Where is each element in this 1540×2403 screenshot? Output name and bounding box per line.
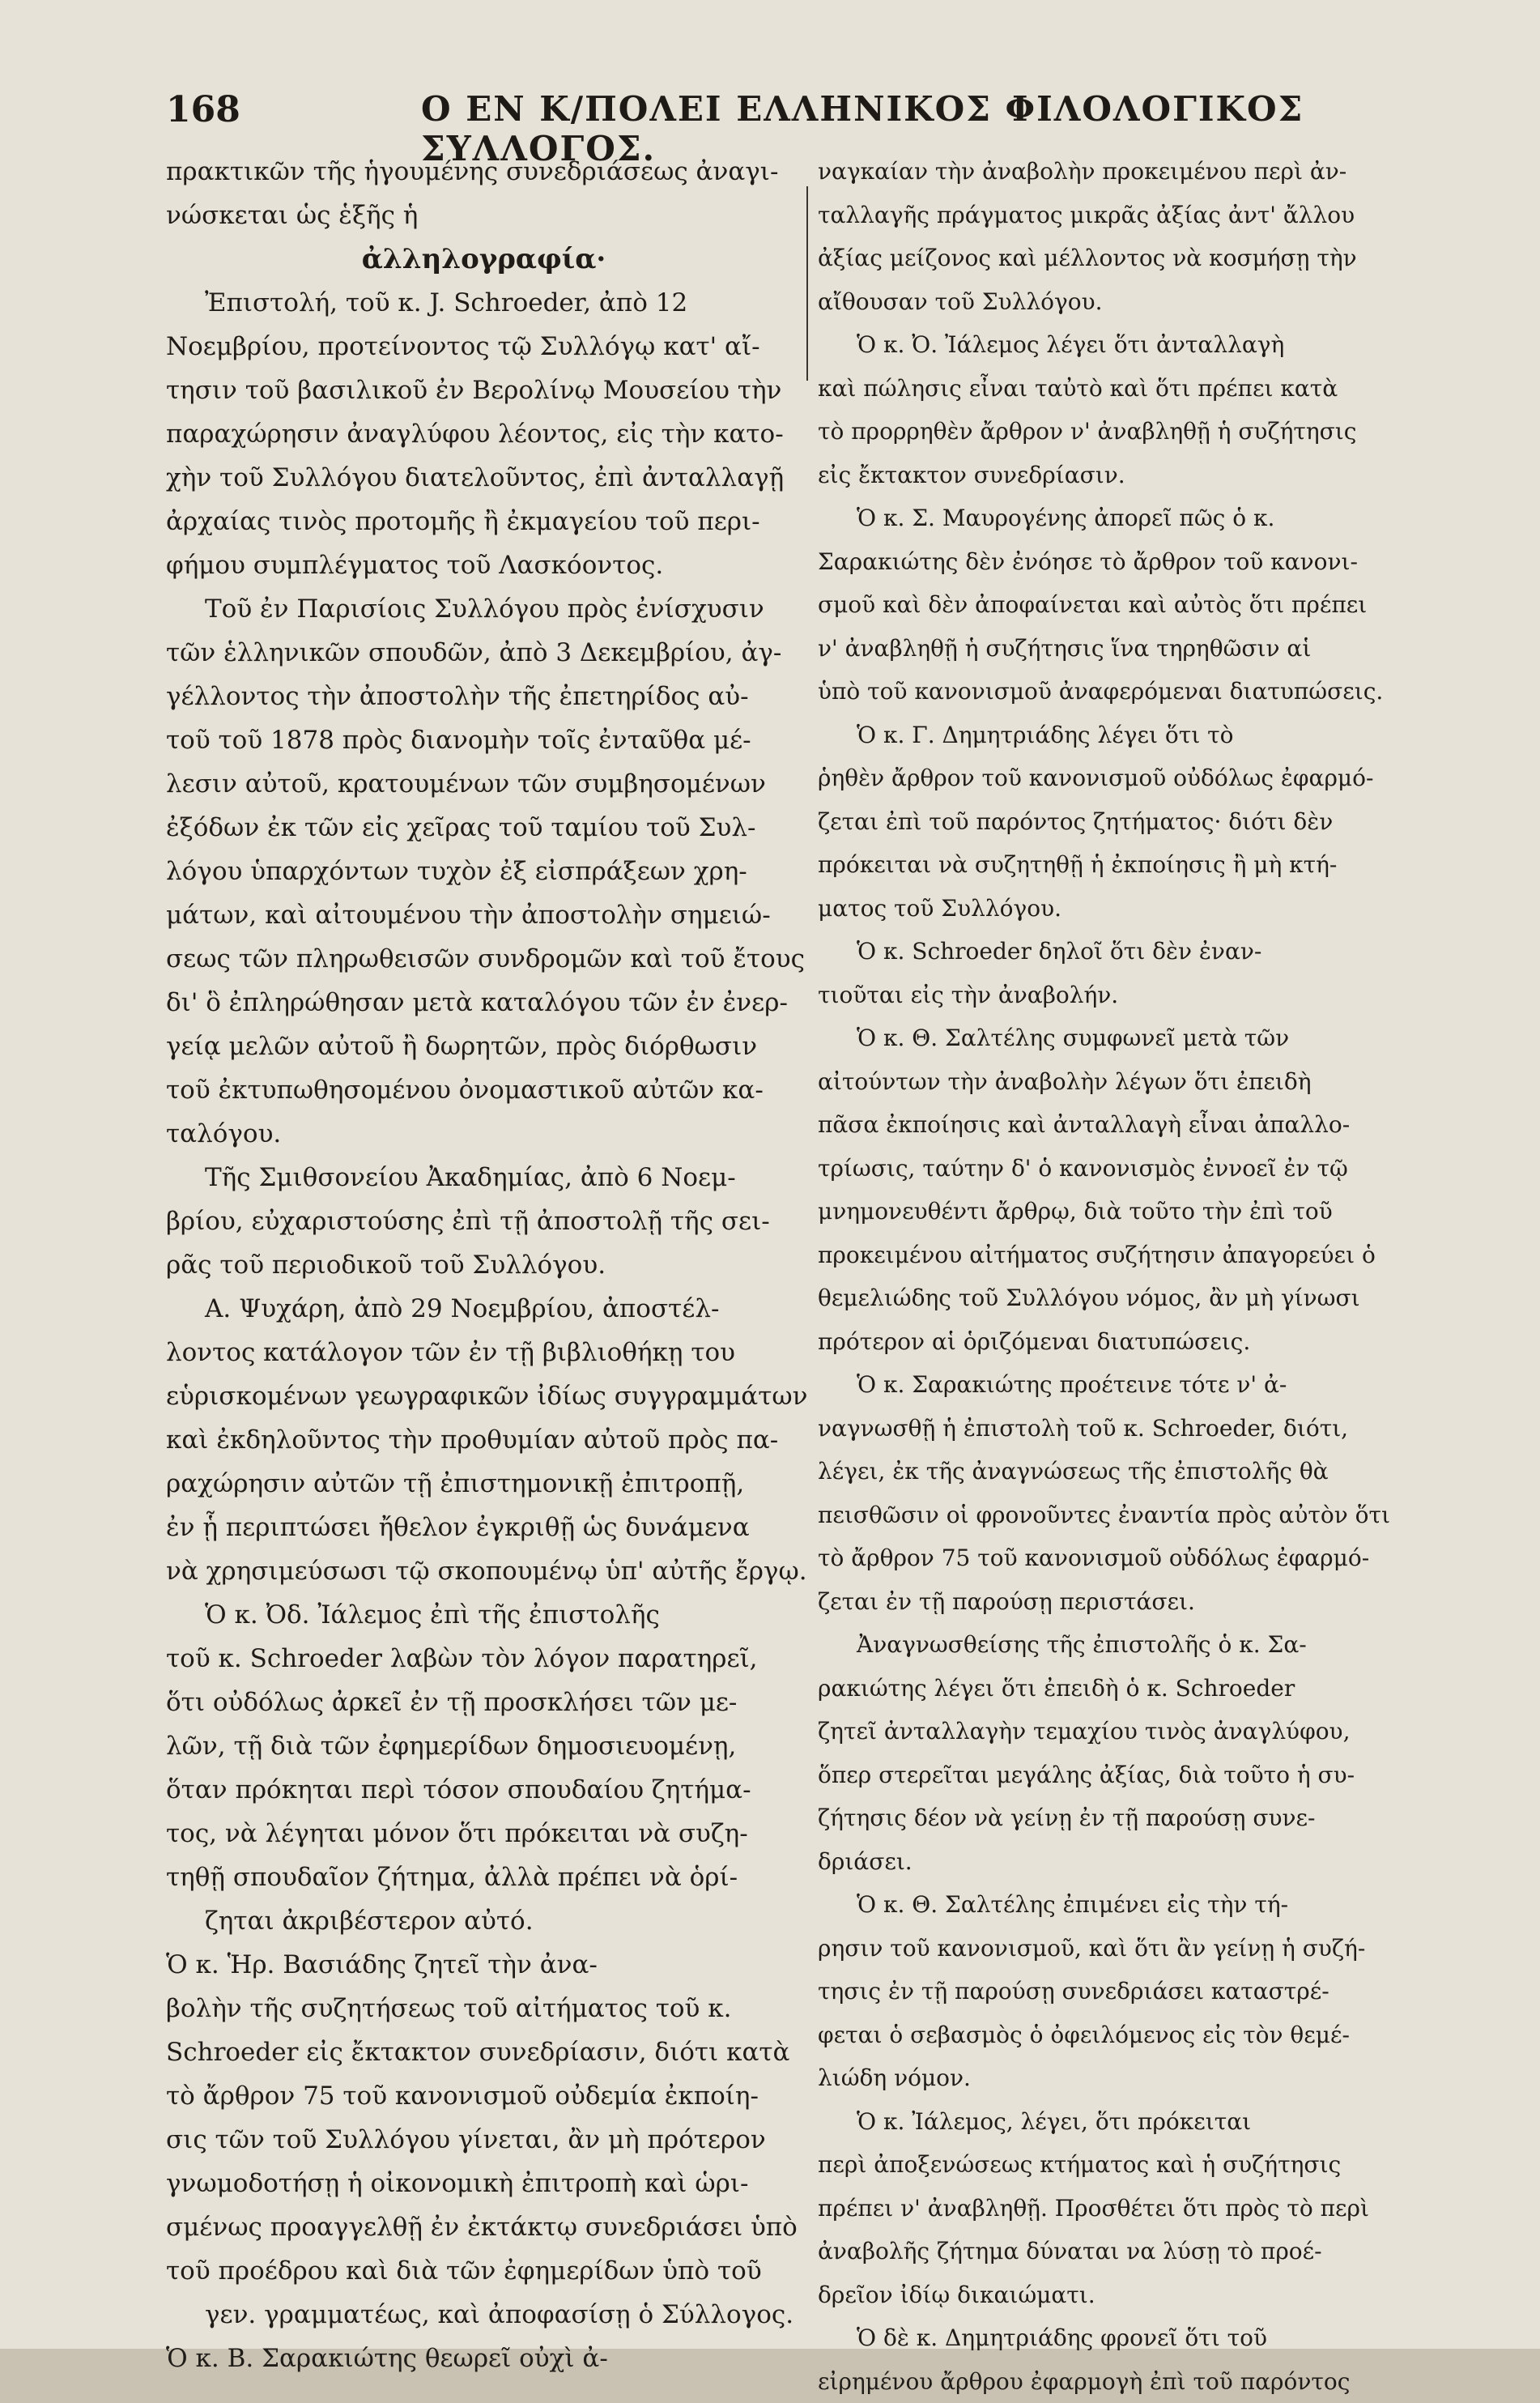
text-line: Ὁ κ. Ὀ. Ἰάλεμος λέγει ὅτι ἀνταλλαγὴ [818, 323, 1502, 367]
right-column [818, 150, 1502, 2403]
text-line: τῶν ἑλληνικῶν σπουδῶν, ἀπὸ 3 Δεκεμβρίου, ἀγ- [166, 631, 802, 675]
text-line: Ὁ κ. Ἰάλεμος, λέγει, ὅτι πρόκειται [818, 2100, 1502, 2144]
text-line: αἰτούντων τὴν ἀναβολὴν λέγων ὅτι ἐπειδὴ [818, 1060, 1502, 1104]
text-line: γνωμοδοτήσῃ ἡ οἰκονομικὴ ἐπιτροπὴ καὶ ὡρι- [166, 2162, 802, 2205]
text-line: ραχώρησιν αὐτῶν τῇ ἐπιστημονικῇ ἐπιτροπῇ, [166, 1462, 802, 1506]
text-line: ὑπὸ τοῦ κανονισμοῦ ἀναφερόμεναι διατυπώσεις. [818, 670, 1502, 714]
text-line: ἐν ᾗ περιπτώσει ἤθελον ἐγκριθῇ ὡς δυνάμενα [166, 1506, 802, 1549]
text-line: Ὁ κ. Β. Σαρακιώτης θεωρεῖ οὐχὶ ἀ- [166, 2337, 802, 2380]
text-line: Ὁ δὲ κ. Δημητριάδης φρονεῖ ὅτι τοῦ [818, 2316, 1502, 2360]
text-line: τὸ ἄρθρον 75 τοῦ κανονισμοῦ οὐδεμία ἐκποίη- [166, 2074, 802, 2118]
text-line: πεισθῶσιν οἱ φρονοῦντες ἐναντία πρὸς αὐτὸν ὅτι [818, 1493, 1502, 1537]
text-line: εἰρημένου ἄρθρου ἐφαρμογὴ ἐπὶ τοῦ παρόντος [818, 2360, 1502, 2403]
text-line: Ὁ κ. Θ. Σαλτέλης συμφωνεῖ μετὰ τῶν [818, 1016, 1502, 1060]
page-number: 168 [166, 89, 240, 130]
text-line: ἀναβολῆς ζήτημα δύναται να λύσῃ τὸ προέ- [818, 2230, 1502, 2273]
text-line: νώσκεται ὡς ἑξῆς ἡ [166, 194, 802, 237]
text-line: πᾶσα ἐκποίησις καὶ ἀνταλλαγὴ εἶναι ἀπαλλο- [818, 1103, 1502, 1147]
text-line: Σαρακιώτης δὲν ἐνόησε τὸ ἄρθρον τοῦ κανονι- [818, 540, 1502, 584]
text-line: Schroeder εἰς ἔκτακτον συνεδρίασιν, διότι κατὰ [166, 2030, 802, 2074]
column-divider [806, 186, 808, 381]
text-line: λιώδη νόμον. [818, 2056, 1502, 2100]
text-line: γέλλοντος τὴν ἀποστολὴν τῆς ἐπετηρίδος αὐ- [166, 675, 802, 718]
text-line: Τῆς Σμιθσονείου Ἀκαδημίας, ἀπὸ 6 Νοεμ- [166, 1156, 802, 1199]
text-line: λόγου ὑπαρχόντων τυχὸν ἐξ εἰσπράξεων χρη- [166, 850, 802, 893]
text-line: τιοῦται εἰς τὴν ἀναβολήν. [818, 974, 1502, 1017]
text-line: βολὴν τῆς συζητήσεως τοῦ αἰτήματος τοῦ κ. [166, 1987, 802, 2030]
text-line: εἰς ἔκτακτον συνεδρίασιν. [818, 454, 1502, 497]
text-line: ζεται ἐπὶ τοῦ παρόντος ζητήματος· διότι δὲν [818, 800, 1502, 844]
text-line: ζήτησις δέον νὰ γείνῃ ἐν τῇ παρούσῃ συνε- [818, 1796, 1502, 1840]
text-line: φήμου συμπλέγματος τοῦ Λασκόοντος. [166, 543, 802, 587]
text-line: τὸ προρρηθὲν ἄρθρον ν' ἀναβληθῇ ἡ συζήτησις [818, 410, 1502, 454]
text-line: Ὁ κ. Σαρακιώτης προέτεινε τότε ν' ἀ- [818, 1363, 1502, 1407]
running-head: Ο ΕΝ Κ/ΠΟΛΕΙ ΕΛΛΗΝΙΚΟΣ ΦΙΛΟΛΟΓΙΚΟΣ ΣΥΛΛΟΓΟΣ. [421, 89, 1540, 168]
text-line: λῶν, τῇ διὰ τῶν ἐφημερίδων δημοσιευομένῃ, [166, 1724, 802, 1768]
text-line: ναγκαίαν τὴν ἀναβολὴν προκειμένου περὶ ἀν- [818, 150, 1502, 194]
text-line: δι' ὃ ἐπληρώθησαν μετὰ καταλόγου τῶν ἐν ἐνερ- [166, 981, 802, 1025]
text-line: τοῦ τοῦ 1878 πρὸς διανομὴν τοῖς ἐνταῦθα μέ- [166, 718, 802, 762]
text-line: Ὁ κ. Θ. Σαλτέλης ἐπιμένει εἰς τὴν τή- [818, 1883, 1502, 1927]
text-line: Ἀναγνωσθείσης τῆς ἐπιστολῆς ὁ κ. Σα- [818, 1623, 1502, 1667]
text-line: Ἐπιστολή, τοῦ κ. J. Schroeder, ἀπὸ 12 [166, 281, 802, 325]
text-line: σις τῶν τοῦ Συλλόγου γίνεται, ἂν μὴ πρότερον [166, 2118, 802, 2162]
text-line: βρίου, εὐχαριστούσης ἐπὶ τῇ ἀποστολῇ τῆς σει- [166, 1199, 802, 1243]
text-line: ρησιν τοῦ κανονισμοῦ, καὶ ὅτι ἂν γείνῃ ἡ συζή- [818, 1927, 1502, 1971]
text-line: τησιν τοῦ βασιλικοῦ ἐν Βερολίνῳ Μουσείου τὴν [166, 369, 802, 412]
text-line: σεως τῶν πληρωθεισῶν συνδρομῶν καὶ τοῦ ἔτους [166, 937, 802, 981]
text-line: ρακιώτης λέγει ὅτι ἐπειδὴ ὁ κ. Schroeder [818, 1667, 1502, 1711]
text-line: ἀρχαίας τινὸς προτομῆς ἢ ἐκμαγείου τοῦ περι- [166, 500, 802, 543]
text-line: πρακτικῶν τῆς ἡγουμένης συνεδριάσεως ἀναγι- [166, 150, 802, 194]
text-line: ἀξίας μείζονος καὶ μέλλοντος νὰ κοσμήσῃ τὴν [818, 236, 1502, 280]
text-line: παραχώρησιν ἀναγλύφου λέοντος, εἰς τὴν κατο- [166, 412, 802, 456]
text-line: καὶ πώλησις εἶναι ταὐτὸ καὶ ὅτι πρέπει κατὰ [818, 367, 1502, 411]
text-line: γείᾳ μελῶν αὐτοῦ ἢ δωρητῶν, πρὸς διόρθωσιν [166, 1025, 802, 1068]
text-line: σμένως προαγγελθῇ ἐν ἐκτάκτῳ συνεδριάσει ὑπὸ [166, 2205, 802, 2249]
text-line: τηθῇ σπουδαῖον ζήτημα, ἀλλὰ πρέπει νὰ ὁρί- [166, 1856, 802, 1899]
text-line: Νοεμβρίου, προτείνοντος τῷ Συλλόγῳ κατ' αἴ- [166, 325, 802, 369]
text-line: ρᾶς τοῦ περιοδικοῦ τοῦ Συλλόγου. [166, 1243, 802, 1287]
text-line: λεσιν αὐτοῦ, κρατουμένων τῶν συμβησομένων [166, 762, 802, 806]
text-line: τοῦ προέδρου καὶ διὰ τῶν ἐφημερίδων ὑπὸ τοῦ [166, 2249, 802, 2293]
text-line: ἀλληλογραφία· [166, 237, 802, 281]
text-line: πρέπει ν' ἀναβληθῇ. Προσθέτει ὅτι πρὸς τὸ περὶ [818, 2187, 1502, 2230]
text-line: ναγνωσθῇ ἡ ἐπιστολὴ τοῦ κ. Schroeder, διότι, [818, 1407, 1502, 1451]
text-line: τος, νὰ λέγηται μόνον ὅτι πρόκειται νὰ συζη- [166, 1812, 802, 1856]
text-line: τρίωσις, ταύτην δ' ὁ κανονισμὸς ἐννοεῖ ἐν τῷ [818, 1147, 1502, 1191]
text-line: ὅταν πρόκηται περὶ τόσον σπουδαίου ζητήμα- [166, 1768, 802, 1812]
page-header [0, 89, 1540, 154]
text-line: ταλλαγῆς πράγματος μικρᾶς ἀξίας ἀντ' ἄλλου [818, 194, 1502, 237]
text-line: ὅπερ στερεῖται μεγάλης ἀξίας, διὰ τοῦτο ἡ συ- [818, 1753, 1502, 1797]
text-line: σμοῦ καὶ δὲν ἀποφαίνεται καὶ αὐτὸς ὅτι πρέπει [818, 583, 1502, 627]
text-line: εὑρισκομένων γεωγραφικῶν ἰδίως συγγραμμάτων [166, 1374, 802, 1418]
text-line: τὸ ἄρθρον 75 τοῦ κανονισμοῦ οὐδόλως ἐφαρμό- [818, 1536, 1502, 1580]
text-line: ῥηθὲν ἄρθρον τοῦ κανονισμοῦ οὐδόλως ἐφαρμό- [818, 756, 1502, 800]
text-line: αἴθουσαν τοῦ Συλλόγου. [818, 280, 1502, 324]
text-line: καὶ ἐκδηλοῦντος τὴν προθυμίαν αὐτοῦ πρὸς πα- [166, 1418, 802, 1462]
text-line: Ὁ κ. Ὀδ. Ἰάλεμος ἐπὶ τῆς ἐπιστολῆς [166, 1593, 802, 1637]
text-line: τησις ἐν τῇ παρούσῃ συνεδριάσει καταστρέ- [818, 1970, 1502, 2013]
text-line: δριάσει. [818, 1840, 1502, 1884]
text-line: ζηται ἀκριβέστερον αὐτό. [166, 1899, 802, 1943]
text-line: Τοῦ ἐν Παρισίοις Συλλόγου πρὸς ἐνίσχυσιν [166, 587, 802, 631]
left-column [166, 150, 802, 2380]
text-line: τοῦ ἐκτυπωθησομένου ὀνομαστικοῦ αὐτῶν κα- [166, 1068, 802, 1112]
text-line: ταλόγου. [166, 1112, 802, 1156]
text-line: ἐξόδων ἐκ τῶν εἰς χεῖρας τοῦ ταμίου τοῦ Συλ- [166, 806, 802, 850]
text-line: ζητεῖ ἀνταλλαγὴν τεμαχίου τινὸς ἀναγλύφου, [818, 1710, 1502, 1753]
text-line: Ὁ κ. Σ. Μαυρογένης ἀπορεῖ πῶς ὁ κ. [818, 496, 1502, 540]
text-line: Ὁ κ. Ἡρ. Βασιάδης ζητεῖ τὴν ἀνα- [166, 1943, 802, 1987]
text-line: πρόκειται νὰ συζητηθῇ ἡ ἐκποίησις ἢ μὴ κτή- [818, 843, 1502, 887]
text-line: Α. Ψυχάρη, ἀπὸ 29 Νοεμβρίου, ἀποστέλ- [166, 1287, 802, 1331]
text-line: γεν. γραμματέως, καὶ ἀποφασίσῃ ὁ Σύλλογος. [166, 2293, 802, 2337]
text-line: φεται ὁ σεβασμὸς ὁ ὀφειλόμενος εἰς τὸν θεμέ- [818, 2013, 1502, 2057]
text-line: τοῦ κ. Schroeder λαβὼν τὸν λόγον παρατηρεῖ, [166, 1637, 802, 1681]
text-line: ν' ἀναβληθῇ ἡ συζήτησις ἵνα τηρηθῶσιν αἱ [818, 627, 1502, 671]
text-line: Ὁ κ. Schroeder δηλοῖ ὅτι δὲν ἐναν- [818, 930, 1502, 974]
text-line: μάτων, καὶ αἰτουμένου τὴν ἀποστολὴν σημειώ- [166, 893, 802, 937]
text-line: λέγει, ἐκ τῆς ἀναγνώσεως τῆς ἐπιστολῆς θὰ [818, 1450, 1502, 1493]
text-line: θεμελιώδης τοῦ Συλλόγου νόμος, ἂν μὴ γίνωσι [818, 1276, 1502, 1320]
text-line: μνημονευθέντι ἄρθρῳ, διὰ τοῦτο τὴν ἐπὶ τοῦ [818, 1190, 1502, 1233]
text-line: λοντος κατάλογον τῶν ἐν τῇ βιβλιοθήκῃ του [166, 1331, 802, 1374]
text-line: ζεται ἐν τῇ παρούσῃ περιστάσει. [818, 1580, 1502, 1624]
text-line: προκειμένου αἰτήματος συζήτησιν ἀπαγορεύει ὁ [818, 1233, 1502, 1277]
text-line: ὅτι οὐδόλως ἀρκεῖ ἐν τῇ προσκλήσει τῶν με- [166, 1681, 802, 1724]
text-line: δρεῖον ἰδίῳ δικαιώματι. [818, 2273, 1502, 2317]
text-line: Ὁ κ. Γ. Δημητριάδης λέγει ὅτι τὸ [818, 714, 1502, 757]
text-line: περὶ ἀποξενώσεως κτήματος καὶ ἡ συζήτησις [818, 2143, 1502, 2187]
text-line: χὴν τοῦ Συλλόγου διατελοῦντος, ἐπὶ ἀνταλλαγῇ [166, 456, 802, 500]
text-line: πρότερον αἱ ὁριζόμεναι διατυπώσεις. [818, 1320, 1502, 1364]
text-line: ματος τοῦ Συλλόγου. [818, 887, 1502, 931]
text-line: νὰ χρησιμεύσωσι τῷ σκοπουμένῳ ὑπ' αὐτῆς ἔργῳ. [166, 1549, 802, 1593]
